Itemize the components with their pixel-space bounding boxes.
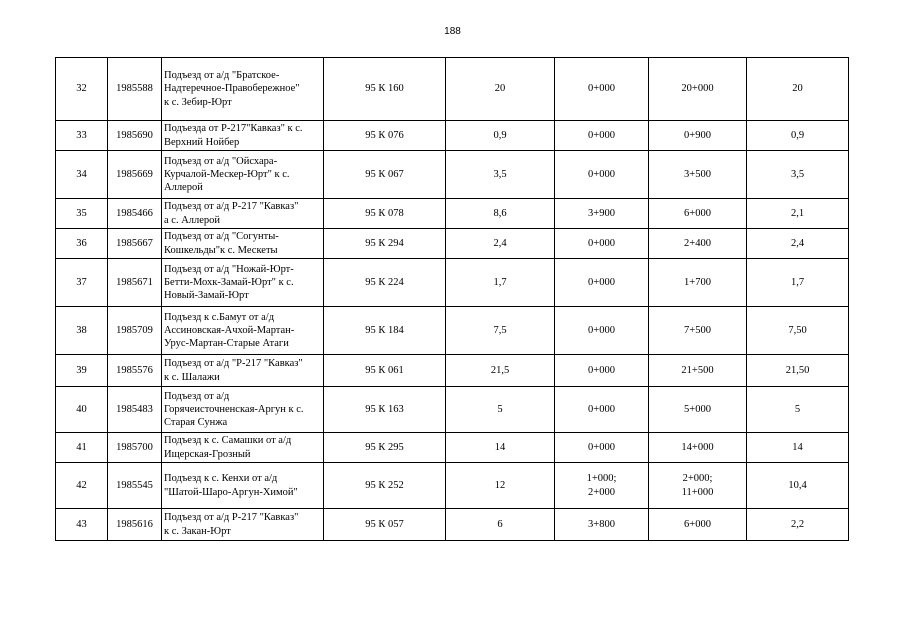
total-km-cell: 0,9 bbox=[747, 121, 849, 151]
total-km-cell: 5 bbox=[747, 387, 849, 433]
table-row bbox=[56, 58, 849, 121]
road-id-cell: 1985690 bbox=[108, 121, 162, 151]
end-km-cell: 2+400 bbox=[649, 229, 747, 259]
road-code-cell: 95 К 184 bbox=[324, 307, 446, 355]
total-km-cell: 1,7 bbox=[747, 259, 849, 307]
road-code-cell: 95 К 061 bbox=[324, 355, 446, 387]
length-km-cell: 0,9 bbox=[446, 121, 555, 151]
row-number-cell: 43 bbox=[56, 509, 108, 541]
table-row bbox=[56, 355, 849, 387]
road-id-cell: 1985576 bbox=[108, 355, 162, 387]
end-km-cell: 6+000 bbox=[649, 509, 747, 541]
length-km-cell: 3,5 bbox=[446, 151, 555, 199]
table-row bbox=[56, 463, 849, 509]
total-km-cell: 21,50 bbox=[747, 355, 849, 387]
row-number-cell: 36 bbox=[56, 229, 108, 259]
row-number-cell: 35 bbox=[56, 199, 108, 229]
total-km-cell: 20 bbox=[747, 58, 849, 121]
start-km-cell: 0+000 bbox=[555, 58, 649, 121]
end-km-cell: 3+500 bbox=[649, 151, 747, 199]
length-km-cell: 14 bbox=[446, 433, 555, 463]
start-km-cell: 0+000 bbox=[555, 307, 649, 355]
road-code-cell: 95 К 076 bbox=[324, 121, 446, 151]
total-km-cell: 3,5 bbox=[747, 151, 849, 199]
total-km-cell: 2,2 bbox=[747, 509, 849, 541]
total-km-cell: 2,1 bbox=[747, 199, 849, 229]
table-row bbox=[56, 387, 849, 433]
row-number-cell: 37 bbox=[56, 259, 108, 307]
end-km-cell: 0+900 bbox=[649, 121, 747, 151]
road-code-cell: 95 К 224 bbox=[324, 259, 446, 307]
road-code-cell: 95 К 067 bbox=[324, 151, 446, 199]
road-name-cell: Подъезд от а/д Р-217 "Кавказ" а с. Аллерой bbox=[162, 199, 324, 229]
start-km-cell: 0+000 bbox=[555, 229, 649, 259]
length-km-cell: 20 bbox=[446, 58, 555, 121]
end-km-cell: 6+000 bbox=[649, 199, 747, 229]
road-id-cell: 1985545 bbox=[108, 463, 162, 509]
row-number-cell: 38 bbox=[56, 307, 108, 355]
road-code-cell: 95 К 252 bbox=[324, 463, 446, 509]
table-row bbox=[56, 199, 849, 229]
road-code-cell: 95 К 057 bbox=[324, 509, 446, 541]
end-km-cell: 7+500 bbox=[649, 307, 747, 355]
road-id-cell: 1985671 bbox=[108, 259, 162, 307]
row-number-cell: 39 bbox=[56, 355, 108, 387]
road-name-cell: Подъезд от а/д "Братское- Надтеречное-Правобережное" к с. Зебир-Юрт bbox=[162, 58, 324, 121]
length-km-cell: 2,4 bbox=[446, 229, 555, 259]
road-id-cell: 1985616 bbox=[108, 509, 162, 541]
road-name-cell: Подъезд к с. Самашки от а/д Ищерская-Грозный bbox=[162, 433, 324, 463]
road-name-cell: Подъезд к с. Кенхи от а/д "Шатой-Шаро-Аргун-Химой" bbox=[162, 463, 324, 509]
road-code-cell: 95 К 163 bbox=[324, 387, 446, 433]
road-id-cell: 1985588 bbox=[108, 58, 162, 121]
row-number-cell: 40 bbox=[56, 387, 108, 433]
start-km-cell: 0+000 bbox=[555, 121, 649, 151]
end-km-cell: 5+000 bbox=[649, 387, 747, 433]
table-row bbox=[56, 121, 849, 151]
table-row bbox=[56, 509, 849, 541]
road-code-cell: 95 К 078 bbox=[324, 199, 446, 229]
table-row bbox=[56, 259, 849, 307]
length-km-cell: 5 bbox=[446, 387, 555, 433]
road-id-cell: 1985483 bbox=[108, 387, 162, 433]
road-name-cell: Подъезд от а/д "Ойсхара- Курчалой-Мескер-Юрт" к с. Аллерой bbox=[162, 151, 324, 199]
length-km-cell: 6 bbox=[446, 509, 555, 541]
total-km-cell: 14 bbox=[747, 433, 849, 463]
row-number-cell: 42 bbox=[56, 463, 108, 509]
table-row bbox=[56, 433, 849, 463]
road-name-cell: Подъезд от а/д "Р-217 "Кавказ" к с. Шалажи bbox=[162, 355, 324, 387]
start-km-cell: 3+900 bbox=[555, 199, 649, 229]
row-number-cell: 41 bbox=[56, 433, 108, 463]
end-km-cell: 20+000 bbox=[649, 58, 747, 121]
road-code-cell: 95 К 294 bbox=[324, 229, 446, 259]
page-number: 188 bbox=[444, 26, 461, 37]
table-body bbox=[56, 58, 849, 541]
road-name-cell: Подъезда от Р-217"Кавказ" к с. Верхний Нойбер bbox=[162, 121, 324, 151]
start-km-cell: 1+000; 2+000 bbox=[555, 463, 649, 509]
start-km-cell: 0+000 bbox=[555, 355, 649, 387]
road-name-cell: Подъезд от а/д "Согунты- Кошкельды"к с. Мескеты bbox=[162, 229, 324, 259]
row-number-cell: 33 bbox=[56, 121, 108, 151]
start-km-cell: 0+000 bbox=[555, 151, 649, 199]
start-km-cell: 0+000 bbox=[555, 259, 649, 307]
table-row bbox=[56, 151, 849, 199]
length-km-cell: 1,7 bbox=[446, 259, 555, 307]
table-row bbox=[56, 229, 849, 259]
road-name-cell: Подъезд от а/д Р-217 "Кавказ" к с. Закан-Юрт bbox=[162, 509, 324, 541]
end-km-cell: 21+500 bbox=[649, 355, 747, 387]
roads-table bbox=[55, 57, 849, 541]
length-km-cell: 21,5 bbox=[446, 355, 555, 387]
road-id-cell: 1985466 bbox=[108, 199, 162, 229]
total-km-cell: 2,4 bbox=[747, 229, 849, 259]
end-km-cell: 14+000 bbox=[649, 433, 747, 463]
start-km-cell: 0+000 bbox=[555, 387, 649, 433]
road-id-cell: 1985667 bbox=[108, 229, 162, 259]
end-km-cell: 2+000; 11+000 bbox=[649, 463, 747, 509]
road-name-cell: Подъезд от а/д "Ножай-Юрт- Бетти-Мохк-Замай-Юрт" к с. Новый-Замай-Юрт bbox=[162, 259, 324, 307]
total-km-cell: 7,50 bbox=[747, 307, 849, 355]
road-id-cell: 1985669 bbox=[108, 151, 162, 199]
road-id-cell: 1985709 bbox=[108, 307, 162, 355]
table-row bbox=[56, 307, 849, 355]
road-name-cell: Подъезд к с.Бамут от а/д Ассиновская-Ачхой-Мартан- Урус-Мартан-Старые Атаги bbox=[162, 307, 324, 355]
row-number-cell: 34 bbox=[56, 151, 108, 199]
end-km-cell: 1+700 bbox=[649, 259, 747, 307]
length-km-cell: 7,5 bbox=[446, 307, 555, 355]
total-km-cell: 10,4 bbox=[747, 463, 849, 509]
start-km-cell: 0+000 bbox=[555, 433, 649, 463]
road-code-cell: 95 К 160 bbox=[324, 58, 446, 121]
road-code-cell: 95 К 295 bbox=[324, 433, 446, 463]
row-number-cell: 32 bbox=[56, 58, 108, 121]
start-km-cell: 3+800 bbox=[555, 509, 649, 541]
road-name-cell: Подъезд от а/д Горячеисточненская-Аргун к с. Старая Сунжа bbox=[162, 387, 324, 433]
road-id-cell: 1985700 bbox=[108, 433, 162, 463]
length-km-cell: 12 bbox=[446, 463, 555, 509]
length-km-cell: 8,6 bbox=[446, 199, 555, 229]
